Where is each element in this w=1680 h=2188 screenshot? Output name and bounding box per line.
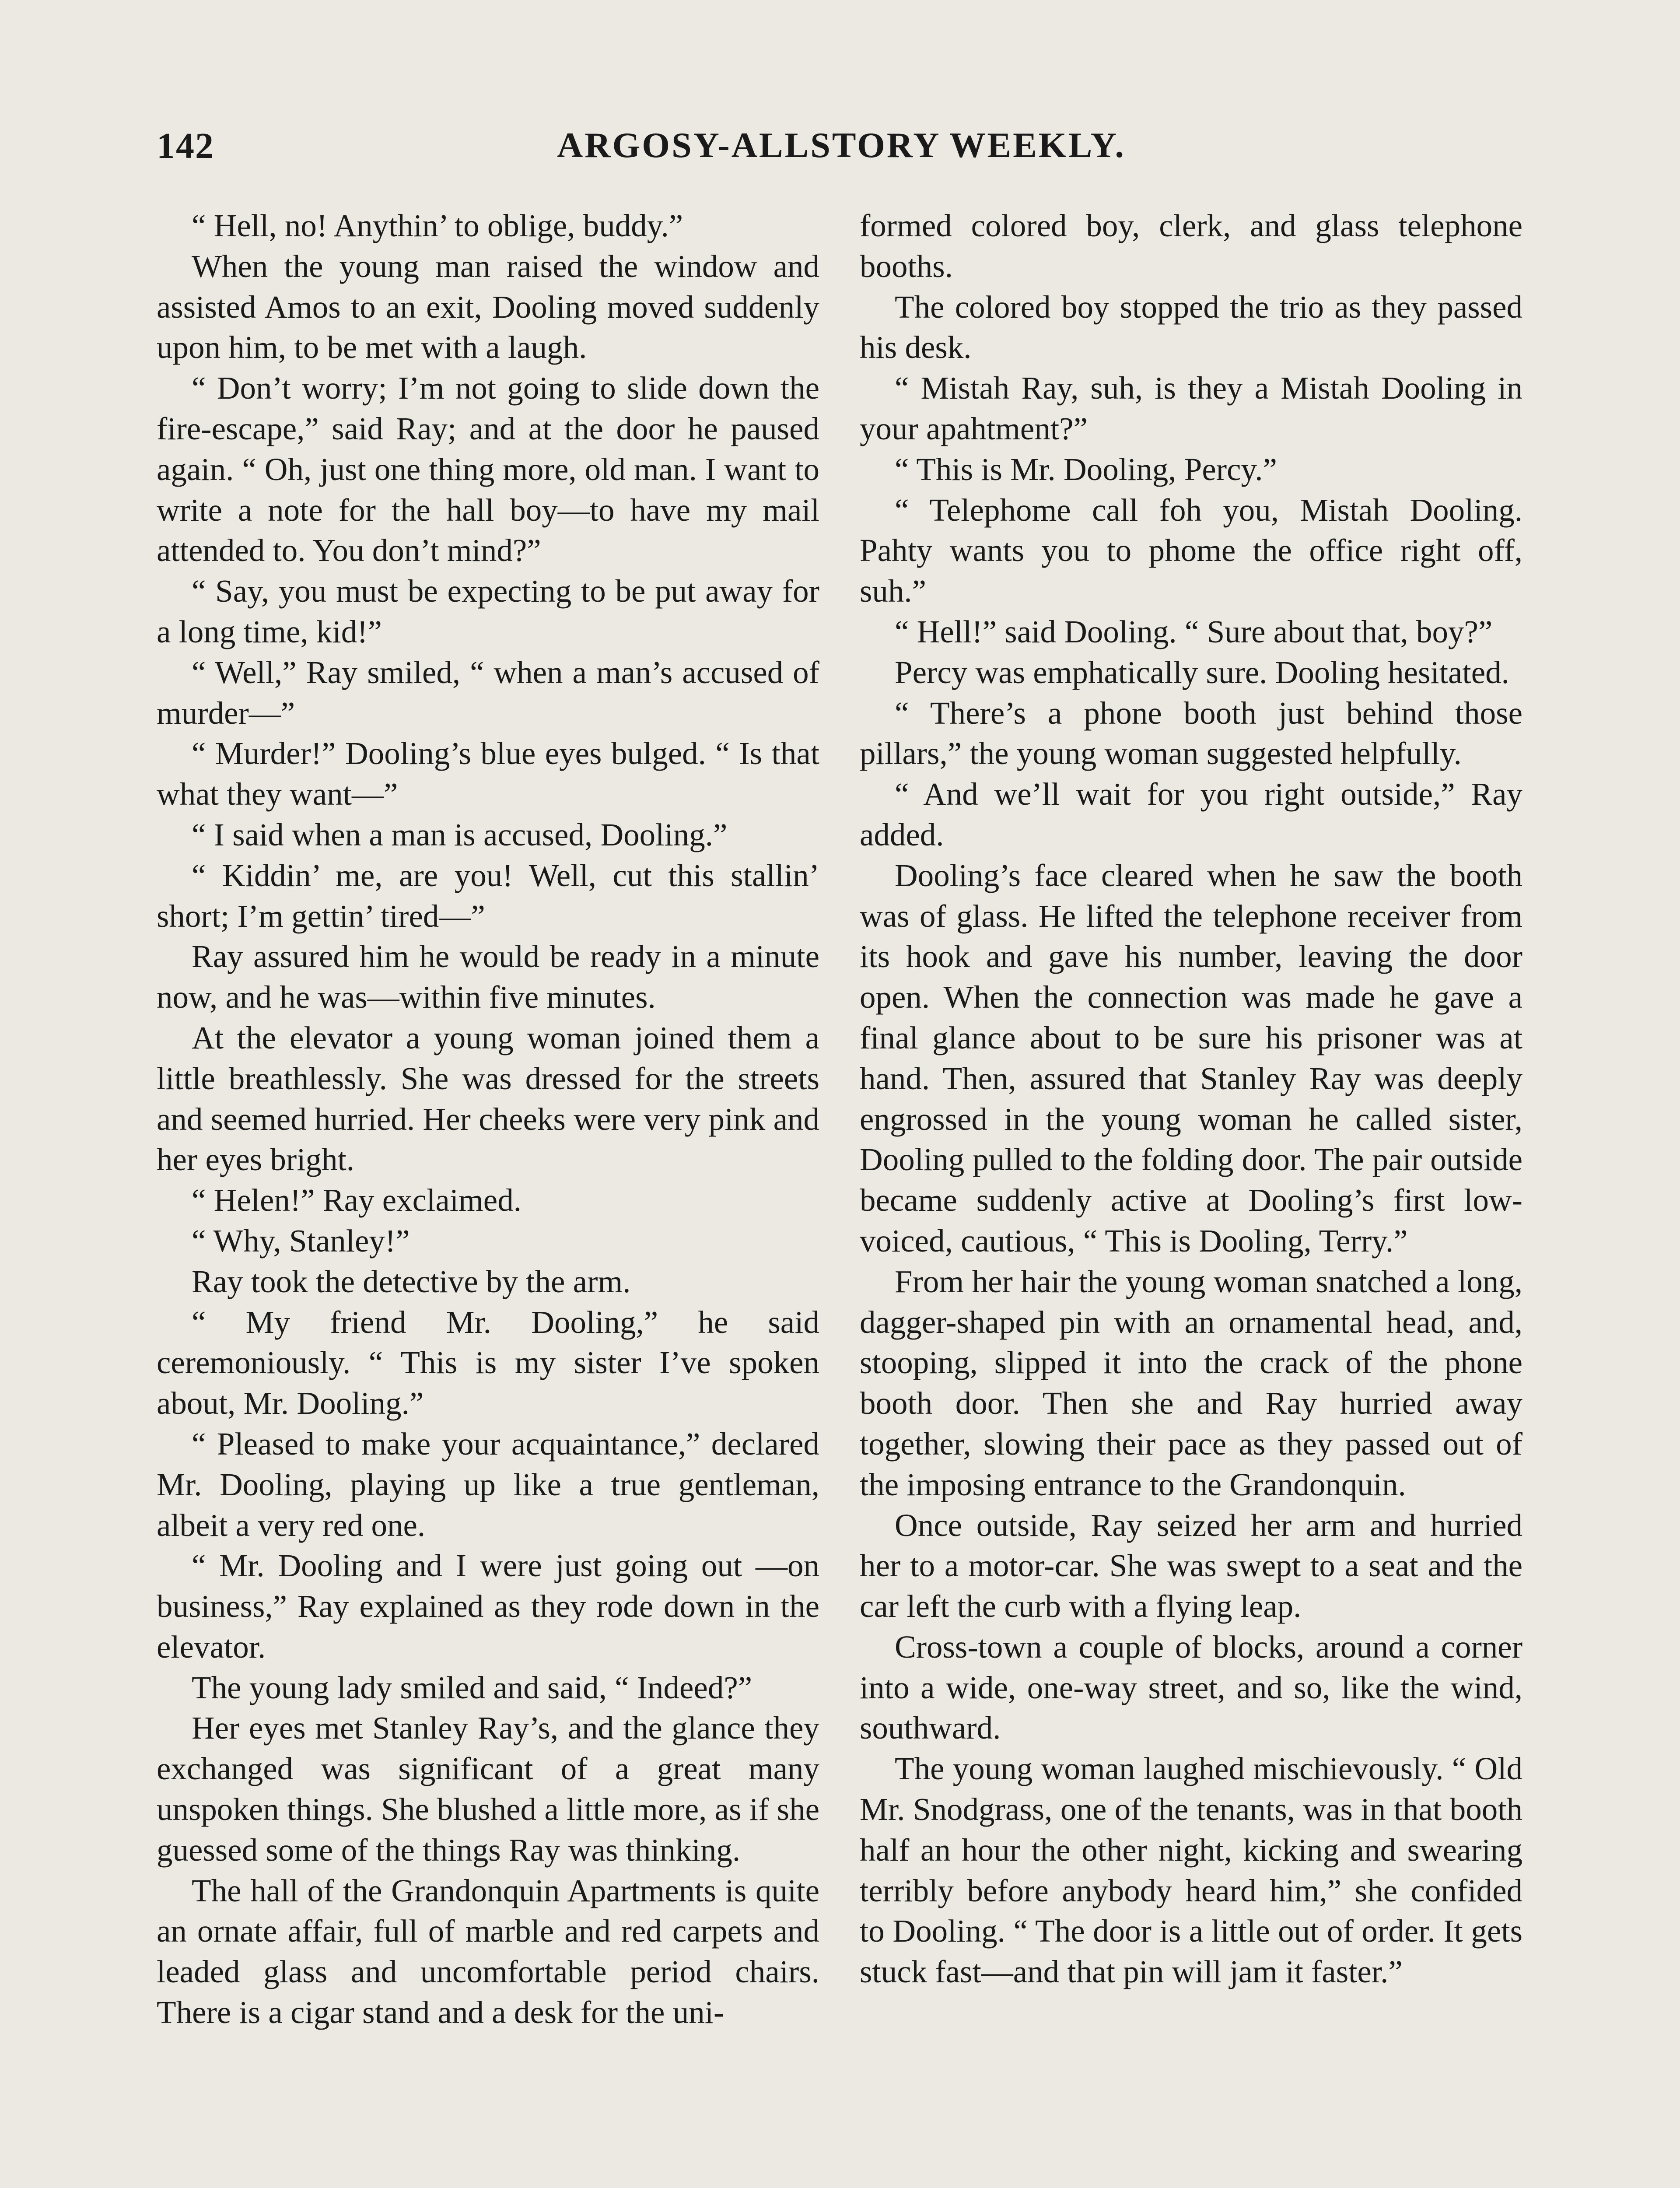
paragraph: “ My friend Mr. Dooling,” he said ceremoniously. “ This is my sister I’ve spoken about, Mr. Dooling.”: [157, 1304, 819, 1421]
paragraph: Cross-town a couple of blocks, around a corner into a wide, one-way street, and so, like the wind, southward.: [860, 1629, 1522, 1746]
paragraph: “ Pleased to make your acquaintance,” declared Mr. Dooling, playing up like a true gentleman, albeit a very red one.: [157, 1426, 819, 1543]
running-head: ARGOSY-ALLSTORY WEEKLY.: [557, 125, 1126, 165]
right-column: [860, 206, 1522, 1992]
page-number: 142: [157, 126, 214, 166]
paragraph: Once outside, Ray seized her arm and hurried her to a motor-car. She was swept to a seat and the car left the curb with a flying leap.: [860, 1507, 1522, 1624]
paragraph: “ Mistah Ray, suh, is they a Mistah Dooling in your apahtment?”: [860, 370, 1522, 446]
paragraph: “ Why, Stanley!”: [192, 1223, 410, 1259]
paragraph: At the elevator a young woman joined them a little breathlessly. She was dressed for the streets and seemed hurried. Her cheeks were very pink and her eyes bright.: [157, 1020, 819, 1178]
paragraph: “ Say, you must be expecting to be put away for a long time, kid!”: [157, 573, 819, 649]
left-column: [157, 206, 819, 2033]
paragraph: “ Don’t worry; I’m not going to slide down the fire-escape,” said Ray; and at the door he paused again. “ Oh, just one thing more, old man. I want to write a note for the hall boy—to have my mail attended to. You don’t mind?”: [157, 370, 819, 568]
paragraph: The young lady smiled and said, “ Indeed?”: [192, 1669, 752, 1705]
page-header: [157, 125, 1526, 182]
paragraph: “ Kiddin’ me, are you! Well, cut this stallin’ short; I’m gettin’ tired—”: [157, 857, 819, 934]
paragraph: “ Murder!” Dooling’s blue eyes bulged. “ Is that what they want—”: [157, 736, 819, 812]
paragraph: “ Well,” Ray smiled, “ when a man’s accused of murder—”: [157, 654, 819, 731]
paragraph: “ Helen!” Ray exclaimed.: [192, 1182, 522, 1218]
paragraph: “ Hell, no! Anythin’ to oblige, buddy.”: [192, 208, 683, 243]
paragraph: “ Mr. Dooling and I were just going out —on business,” Ray explained as they rode down in the elevator.: [157, 1548, 819, 1665]
paragraph: “ Telephome call foh you, Mistah Dooling. Pahty wants you to phome the office right off, suh.”: [860, 492, 1522, 609]
paragraph: “ And we’ll wait for you right outside,” Ray added.: [860, 776, 1522, 852]
paragraph: “ There’s a phone booth just behind those pillars,” the young woman suggested helpfully.: [860, 695, 1522, 771]
paragraph: The hall of the Grandonquin Apartments is quite an ornate affair, full of marble and red carpets and leaded glass and uncomfortable period chairs. There is a cigar stand and a desk for the uni-: [157, 1872, 819, 2030]
paragraph: “ This is Mr. Dooling, Percy.”: [895, 451, 1277, 487]
paragraph: Her eyes met Stanley Ray’s, and the glance they exchanged was significant of a great many unspoken things. She blushed a little more, as if she guessed some of the things Ray was thinking.: [157, 1710, 819, 1868]
paragraph: From her hair the young woman snatched a long, dagger-shaped pin with an ornamental head, and, stooping, slipped it into the crack of the phone booth door. Then she and Ray hurried away together, slowing their pace as they passed out of the imposing entrance to the Grandonquin.: [860, 1263, 1522, 1502]
paragraph: “ I said when a man is accused, Dooling.”: [192, 817, 728, 852]
paragraph-continuation: formed colored boy, clerk, and glass telephone booths.: [860, 208, 1522, 284]
paragraph: The young woman laughed mischievously. “ Old Mr. Snodgrass, one of the tenants, was in that booth half an hour the other night, kicking and swearing terribly before anybody heard him,” she confided to Dooling. “ The door is a little out of order. It gets stuck fast—and that pin will jam it faster.”: [860, 1751, 1522, 1990]
paragraph: Ray assured him he would be ready in a minute now, and he was—within five minutes.: [157, 939, 819, 1015]
paragraph: When the young man raised the window and assisted Amos to an exit, Dooling moved suddenly upon him, to be met with a laugh.: [157, 248, 819, 365]
paragraph: Percy was emphatically sure. Dooling hesitated.: [895, 654, 1509, 690]
paragraph: “ Hell!” said Dooling. “ Sure about that, boy?”: [895, 614, 1493, 649]
paragraph: Dooling’s face cleared when he saw the booth was of glass. He lifted the telephone receiver from its hook and gave his number, leaving the door open. When the connection was made he gave a final glance about to be sure his prisoner was at hand. Then, assured that Stanley Ray was deeply engrossed in the young woman he called sister, Dooling pulled to the folding door. The pair outside became suddenly active at Dooling’s first low-voiced, cautious, “ This is Dooling, Terry.”: [860, 857, 1522, 1259]
paragraph: The colored boy stopped the trio as they passed his desk.: [860, 289, 1522, 365]
paragraph: Ray took the detective by the arm.: [192, 1263, 631, 1299]
